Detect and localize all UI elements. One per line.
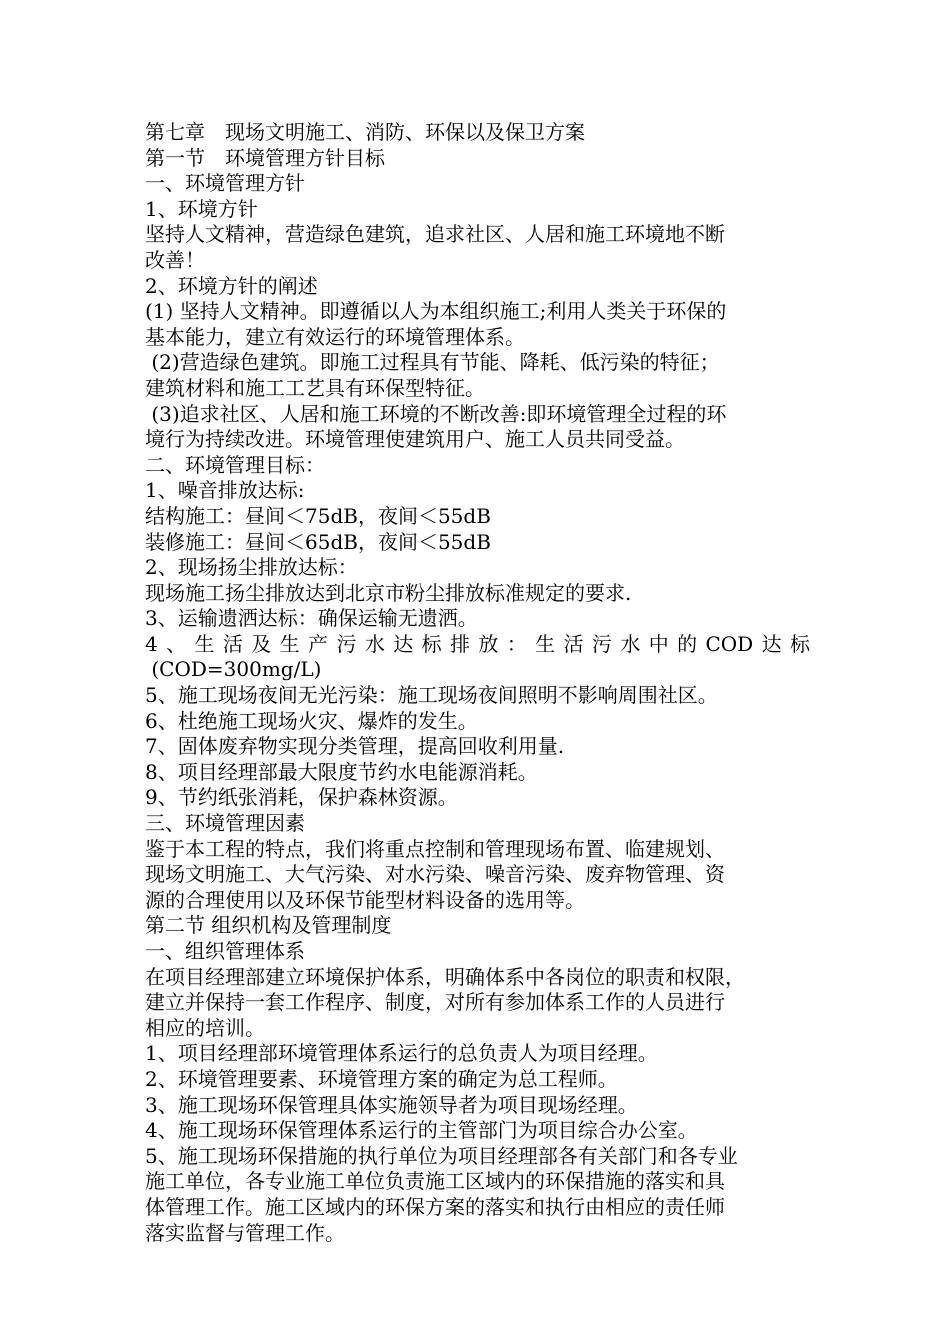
paragraph-line: (3)追求社区、人居和施工环境的不断改善:即环境管理全过程的环	[145, 401, 727, 426]
item-heading: 6、杜绝施工现场火灾、爆炸的发生。	[145, 708, 478, 733]
item-heading: 5、施工现场环保措施的执行单位为项目经理部各有关部门和各专业	[145, 1143, 738, 1168]
item-heading: 3、施工现场环保管理具体实施领导者为项目现场经理。	[145, 1092, 638, 1117]
paragraph-line: 现场文明施工、大气污染、对水污染、噪音污染、废弃物管理、资	[145, 862, 725, 887]
paragraph-line: (1) 坚持人文精神。即遵循以人为本组织施工;利用人类关于环保的	[145, 299, 727, 324]
subsection-heading: 一、环境管理方针	[145, 171, 305, 196]
item-heading: 1、环境方针	[145, 196, 258, 221]
paragraph-line: 在项目经理部建立环境保护体系，明确体系中各岗位的职责和权限，	[145, 964, 745, 989]
item-heading: 4、施工现场环保管理体系运行的主管部门为项目综合办公室。	[145, 1118, 698, 1143]
chapter-title: 第七章 现场文明施工、消防、环保以及保卫方案	[145, 120, 585, 144]
item-heading: 3、运输遗洒达标：确保运输无遗洒。	[145, 606, 478, 631]
item-heading: 4、生活及生产污水达标排放：生活污水中的COD达标	[145, 631, 810, 656]
subsection-heading: 三、环境管理因素	[145, 811, 305, 836]
paragraph-line: 源的合理使用以及环保节能型材料设备的选用等。	[145, 887, 585, 912]
item-heading: 9、节约纸张消耗，保护森林资源。	[145, 785, 458, 810]
paragraph-line: 境行为持续改进。环境管理使建筑用户、施工人员共同受益。	[145, 427, 685, 452]
item-heading: 8、项目经理部最大限度节约水电能源消耗。	[145, 759, 538, 784]
section-title: 第一节 环境管理方针目标	[145, 145, 385, 170]
paragraph-line: 施工单位，各专业施工单位负责施工区域内的环保措施的落实和具	[145, 1169, 725, 1194]
paragraph-line: 鉴于本工程的特点，我们将重点控制和管理现场布置、临建规划、	[145, 836, 725, 861]
subsection-heading: 二、环境管理目标：	[145, 452, 325, 477]
document-body	[145, 120, 810, 1246]
item-heading: 2、环境方针的阐述	[145, 273, 318, 298]
paragraph-line: 现场施工扬尘排放达到北京市粉尘排放标准规定的要求.	[145, 580, 632, 605]
paragraph-line: 建筑材料和施工工艺具有环保型特征。	[145, 375, 485, 400]
paragraph-line: 改善！	[145, 247, 205, 272]
paragraph-line: 体管理工作。施工区域内的环保方案的落实和执行由相应的责任师	[145, 1194, 725, 1219]
paragraph-line: 装修施工：昼间＜65dB，夜间＜55dB	[145, 529, 491, 554]
paragraph-line: 相应的培训。	[145, 1015, 265, 1040]
item-heading: 5、施工现场夜间无光污染：施工现场夜间照明不影响周围社区。	[145, 683, 718, 708]
subsection-heading: 一、组织管理体系	[145, 939, 305, 963]
item-heading: 2、环境管理要素、环境管理方案的确定为总工程师。	[145, 1066, 618, 1091]
paragraph-line: 落实监督与管理工作。	[145, 1220, 345, 1245]
paragraph-line: 坚持人文精神，营造绿色建筑，追求社区、人居和施工环境地不断	[145, 222, 725, 247]
item-heading: 2、现场扬尘排放达标：	[145, 555, 358, 580]
paragraph-line: 建立并保持一套工作程序、制度，对所有参加体系工作的人员进行	[145, 990, 725, 1015]
section-title: 第二节 组织机构及管理制度	[145, 913, 392, 938]
paragraph-line: 基本能力，建立有效运行的环境管理体系。	[145, 324, 525, 349]
item-heading: 1、噪音排放达标:	[145, 478, 305, 503]
item-heading: 1、项目经理部环境管理体系运行的总负责人为项目经理。	[145, 1041, 658, 1066]
paragraph-line: 结构施工：昼间＜75dB，夜间＜55dB	[145, 503, 491, 528]
paragraph-line: (COD=300mg/L)	[145, 657, 322, 682]
paragraph-line: (2)营造绿色建筑。即施工过程具有节能、降耗、低污染的特征；	[145, 350, 720, 375]
item-heading: 7、固体废弃物实现分类管理，提高回收利用量.	[145, 734, 565, 759]
